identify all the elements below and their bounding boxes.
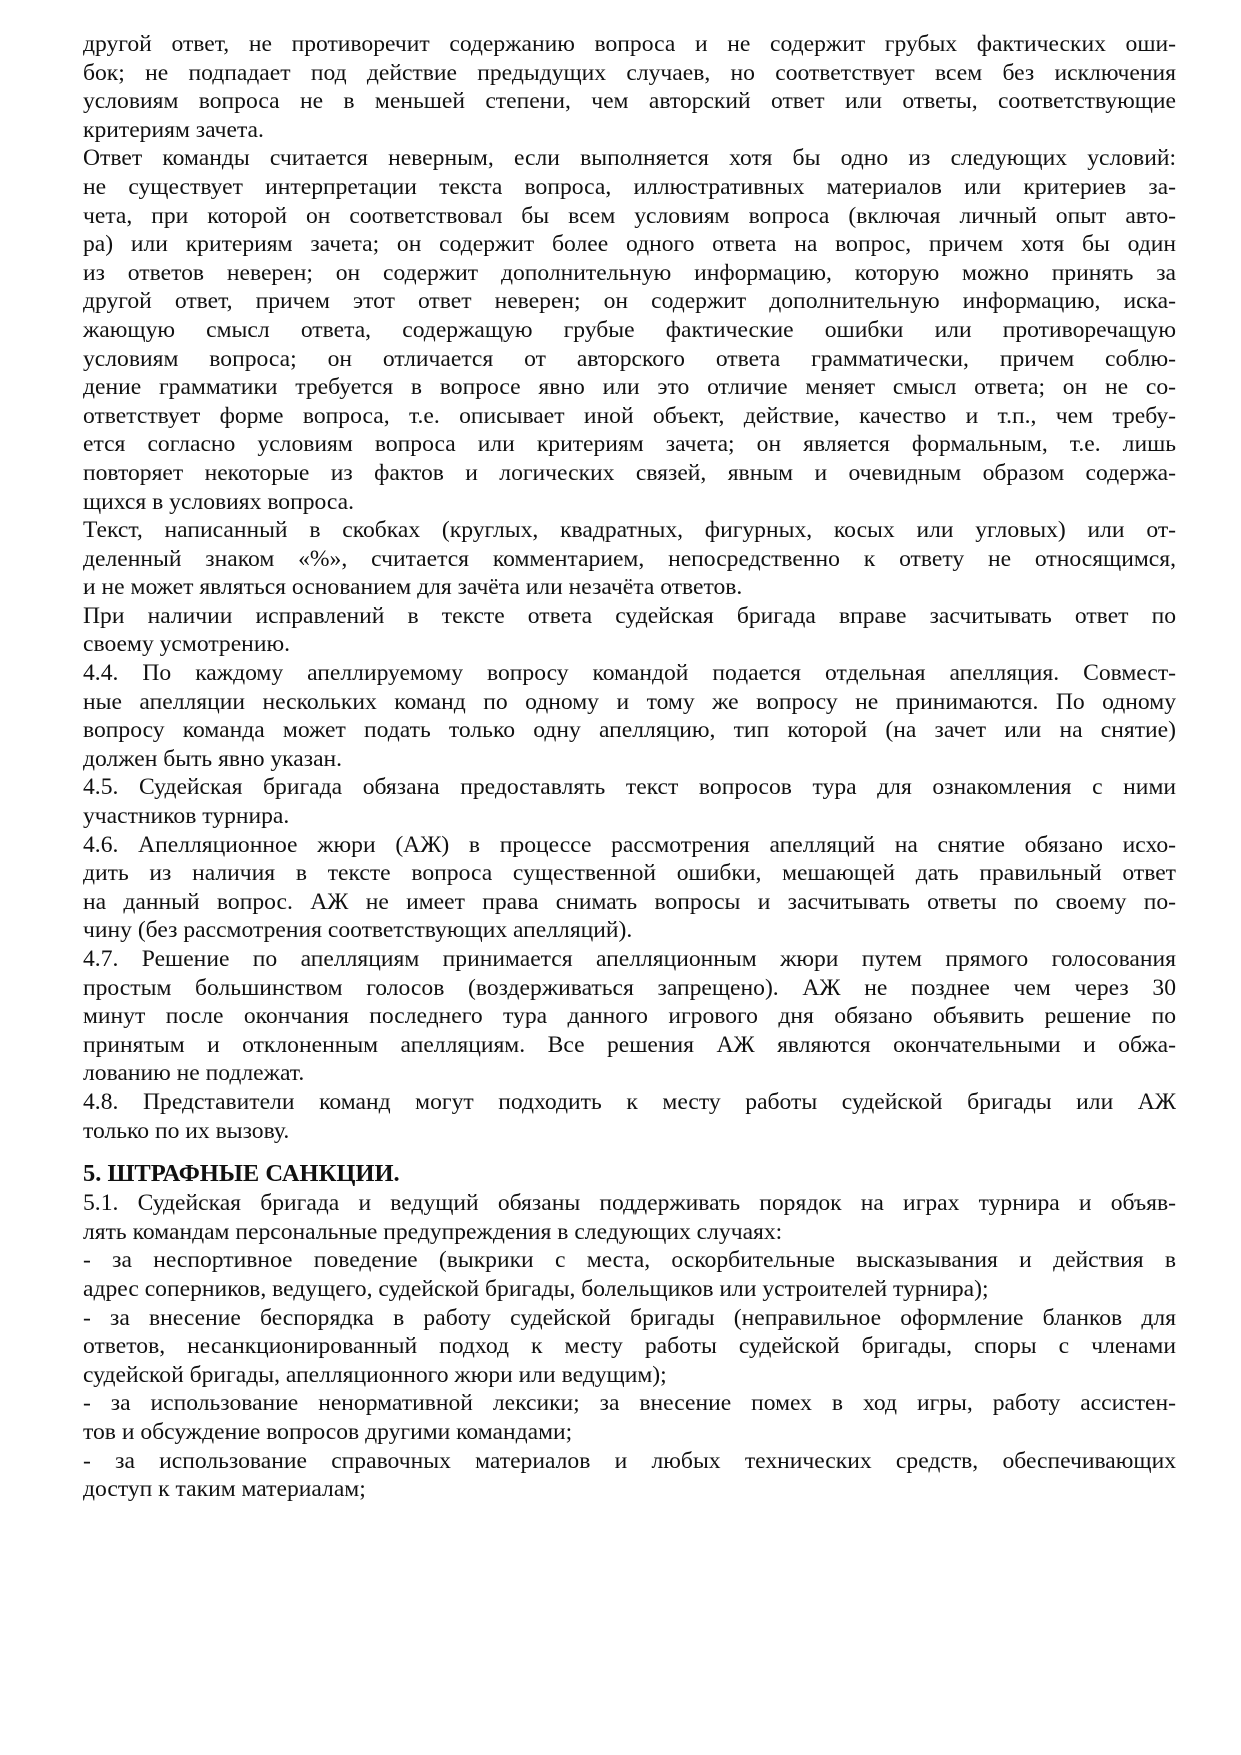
paragraph-4-8 xyxy=(83,1088,1176,1145)
text-line: повторяет некоторые из фактов и логических связей, явным и очевидным образом содержа- xyxy=(83,459,1176,486)
rules-section-4-continuation xyxy=(83,30,1176,1145)
text-line: лованию не подлежат. xyxy=(83,1060,305,1087)
text-line: 5.1. Судейская бригада и ведущий обязаны поддерживать порядок на играх турнира и объяв- xyxy=(83,1190,1176,1217)
text-line: адрес соперников, ведущего, судейской бригады, болельщиков или устроителей турнира); xyxy=(83,1275,989,1302)
text-line: 4.8. Представители команд могут подходить к месту работы судейской бригады или АЖ xyxy=(83,1088,1176,1115)
paragraph-4-4 xyxy=(83,659,1176,773)
text-line: судейской бригады, апелляционного жюри или ведущим); xyxy=(83,1361,667,1388)
text-line: - за использование ненормативной лексики; за внесение помех в ход игры, работу ассистен- xyxy=(83,1390,1176,1417)
text-line: чину (без рассмотрения соответствующих апелляций). xyxy=(83,917,633,944)
text-line: доступ к таким материалам; xyxy=(83,1476,366,1503)
text-line: своему усмотрению. xyxy=(83,631,290,658)
paragraph-5-1-d xyxy=(83,1447,1176,1504)
text-line: принятым и отклоненным апелляциям. Все решения АЖ являются окончательными и обжа- xyxy=(83,1031,1176,1058)
text-line: из ответов неверен; он содержит дополнительную информацию, которую можно принять за xyxy=(83,259,1176,286)
paragraph-4-6 xyxy=(83,831,1176,945)
text-line: условиям вопроса не в меньшей степени, чем авторский ответ или ответы, соответствующие xyxy=(83,88,1176,115)
text-line: 4.7. Решение по апелляциям принимается апелляционным жюри путем прямого голосования xyxy=(83,946,1176,972)
text-line: - за неспортивное поведение (выкрики с места, оскорбительные высказывания и действия в xyxy=(83,1247,1176,1274)
text-line: ответствует форме вопроса, т.е. описывает иной объект, действие, качество и т.п., чем требу- xyxy=(83,402,1176,429)
paragraph-5-1-b xyxy=(83,1304,1176,1390)
text-line: должен быть явно указан. xyxy=(83,745,343,772)
text-line: 4.6. Апелляционное жюри (АЖ) в процессе рассмотрения апелляций на снятие обязано исхо- xyxy=(83,831,1176,858)
text-line: ра) или критериям зачета; он содержит более одного ответа на вопрос, причем хотя бы один xyxy=(83,231,1176,258)
text-line: не существует интерпретации текста вопроса, иллюстративных материалов или критериев за- xyxy=(83,173,1176,200)
text-line: щихся в условиях вопроса. xyxy=(83,488,355,515)
text-line: бок; не подпадает под действие предыдущих случаев, но соответствует всем без исключения xyxy=(83,59,1176,86)
text-line: условиям вопроса; он отличается от авторского ответа грамматически, причем соблю- xyxy=(83,345,1176,372)
text-line: дение грамматики требуется в вопросе явно или это отличие меняет смысл ответа; он не со- xyxy=(83,374,1176,401)
paragraph-5-1-c xyxy=(83,1389,1176,1446)
rules-section-5 xyxy=(83,1189,1176,1504)
paragraph-4-7 xyxy=(83,945,1176,1088)
text-line: ответов, несанкционированный подход к месту работы судейской бригады, споры с членами xyxy=(83,1333,1176,1360)
paragraph-5-1 xyxy=(83,1189,1176,1246)
text-line: тов и обсуждение вопросов другими командами; xyxy=(83,1418,573,1445)
text-line: - за использование справочных материалов и любых технических средств, обеспечивающих xyxy=(83,1447,1176,1474)
text-line: и не может являться основанием для зачёта или незачёта ответов. xyxy=(83,574,743,601)
paragraph-4-5 xyxy=(83,773,1176,830)
text-line: другой ответ, не противоречит содержанию вопроса и не содержит грубых фактических оши- xyxy=(83,31,1176,57)
text-line: простым большинством голосов (воздерживаться запрещено). АЖ не позднее чем через 30 xyxy=(83,974,1176,1001)
text-line: - за внесение беспорядка в работу судейской бригады (неправильное оформление бланков для xyxy=(83,1304,1176,1331)
text-line: 4.4. По каждому апеллируемому вопросу командой подается отдельная апелляция. Совмест- xyxy=(83,660,1176,687)
paragraph-incorrect-answer xyxy=(83,144,1176,516)
text-line: чета, при которой он соответствовал бы всем условиям вопроса (включая личный опыт авто- xyxy=(83,202,1176,229)
text-line: вопросу команда может подать только одну апелляцию, тип которой (на зачет или на снятие) xyxy=(83,717,1176,744)
text-line: лять командам персональные предупреждения в следующих случаях: xyxy=(83,1218,783,1245)
text-line: жающую смысл ответа, содержащую грубые фактические ошибки или противоречащую xyxy=(83,316,1176,343)
text-line: другой ответ, причем этот ответ неверен; он содержит дополнительную информацию, иска- xyxy=(83,288,1176,315)
paragraph-continuation xyxy=(83,30,1176,144)
text-line: дить из наличия в тексте вопроса существенной ошибки, мешающей дать правильный ответ xyxy=(83,860,1176,887)
text-line: деленный знаком «%», считается комментарием, непосредственно к ответу не относящимся, xyxy=(83,545,1176,572)
text-line: При наличии исправлений в тексте ответа судейская бригада вправе засчитывать ответ по xyxy=(83,602,1176,629)
text-line: Ответ команды считается неверным, если выполняется хотя бы одно из следующих условий: xyxy=(83,145,1176,172)
text-line: участников турнира. xyxy=(83,803,290,830)
text-line: на данный вопрос. АЖ не имеет права снимать вопросы и засчитывать ответы по своему по- xyxy=(83,888,1176,915)
paragraph-5-1-a xyxy=(83,1246,1176,1303)
text-line: критериям зачета. xyxy=(83,116,264,143)
section-heading: 5. ШТРАФНЫЕ САНКЦИИ. xyxy=(83,1160,400,1188)
text-line: ется согласно условиям вопроса или критериям зачета; он является формальным, т.е. лишь xyxy=(83,431,1176,458)
paragraph-corrections xyxy=(83,602,1176,659)
text-line: Текст, написанный в скобках (круглых, квадратных, фигурных, косых или угловых) или от- xyxy=(83,517,1176,544)
document-page xyxy=(83,30,1176,1504)
text-line: ные апелляции нескольких команд по одному и тому же вопросу не принимаются. По одному xyxy=(83,688,1176,715)
paragraph-brackets xyxy=(83,516,1176,602)
text-line: только по их вызову. xyxy=(83,1117,290,1144)
text-line: 4.5. Судейская бригада обязана предоставлять текст вопросов тура для ознакомления с ними xyxy=(83,774,1176,801)
text-line: минут после окончания последнего тура данного игрового дня обязано объявить решение по xyxy=(83,1003,1176,1030)
